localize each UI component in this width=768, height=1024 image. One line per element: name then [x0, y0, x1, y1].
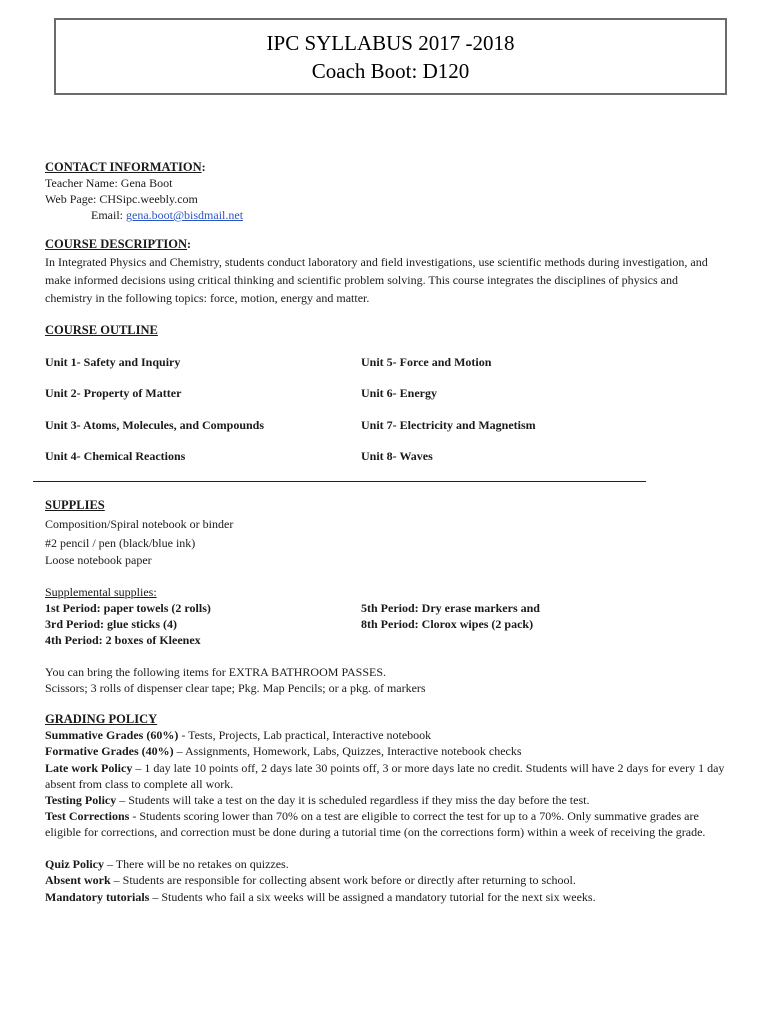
period-3-supply: 3rd Period: glue sticks (4) — [45, 617, 177, 631]
grading-item-text: – 1 day late 10 points off, 2 days late 30 points off, 3 or more days late no credit. Students will have 2 days for every 1 day absent from class to complete all work. — [45, 761, 725, 791]
extra-passes-line: You can bring the following items for EXTRA BATHROOM PASSES. — [45, 665, 387, 679]
grading-item — [45, 743, 735, 759]
page-title: IPC SYLLABUS 2017 -2018 — [266, 31, 515, 55]
grading-item-text: – Students who fail a six weeks will be assigned a mandatory tutorial for the next six weeks. — [149, 890, 596, 904]
grading-item — [45, 808, 735, 840]
supply-item: Loose notebook paper — [45, 553, 152, 567]
description-heading: COURSE DESCRIPTION — [45, 237, 188, 251]
grading-item — [45, 792, 735, 808]
grading-item — [45, 760, 735, 792]
email-label: Email: — [91, 208, 126, 222]
grading-item-label: Quiz Policy — [45, 857, 104, 871]
description-heading-colon: : — [187, 237, 192, 251]
unit-3: Unit 3- Atoms, Molecules, and Compounds — [45, 418, 265, 432]
supplemental-heading: Supplemental supplies: — [45, 585, 157, 599]
grading-item-label: Absent work — [45, 873, 111, 887]
grading-item-text: – Students are responsible for collecting absent work before or directly after returning to school. — [110, 873, 576, 887]
description-heading-row — [45, 236, 191, 252]
period-1-supply: 1st Period: paper towels (2 rolls) — [45, 601, 211, 615]
unit-6: Unit 6- Energy — [361, 386, 437, 400]
grading-item-label: Formative Grades (40%) — [45, 744, 174, 758]
grading-item — [45, 889, 735, 905]
supplies-heading-row — [45, 497, 105, 513]
contact-heading-colon: : — [201, 160, 206, 174]
grading-item-text: – Assignments, Homework, Labs, Quizzes, Interactive notebook checks — [173, 744, 522, 758]
grading-item-label: Summative Grades (60%) — [45, 728, 179, 742]
grading-item-label: Test Corrections — [45, 809, 130, 823]
title-box — [54, 18, 727, 95]
grading-item-text: – Students will take a test on the day it is scheduled regardless if they miss the day before the test. — [116, 793, 590, 807]
section-divider — [33, 481, 646, 482]
email-link[interactable]: gena.boot@bisdmail.net — [126, 208, 244, 222]
grading-item — [45, 727, 735, 743]
outline-heading-row — [45, 322, 158, 338]
contact-heading-row — [45, 159, 206, 175]
grading-item-text: - Students scoring lower than 70% on a test are eligible to correct the test for up to a 70%. Only summative grades are eligible for corrections, and correction must be done during a tutorial time (on the corrections form) within a week of receiving the grade. — [45, 809, 706, 839]
period-8-supply: 8th Period: Clorox wipes (2 pack) — [361, 617, 534, 631]
grading-item-text: – There will be no retakes on quizzes. — [104, 857, 289, 871]
supply-item: Composition/Spiral notebook or binder — [45, 517, 234, 531]
email-row — [91, 207, 243, 223]
unit-1: Unit 1- Safety and Inquiry — [45, 355, 181, 369]
web-page: Web Page: CHSipc.weebly.com — [45, 192, 198, 206]
grading-item — [45, 872, 735, 888]
supply-item: #2 pencil / pen (black/blue ink) — [45, 536, 196, 550]
unit-7: Unit 7- Electricity and Magnetism — [361, 418, 536, 432]
grading-item-label: Testing Policy — [45, 793, 117, 807]
description-text: In Integrated Physics and Chemistry, students conduct laboratory and field investigations, use scientific methods during investigation, and make informed decisions using critical thinking and scientific problem solving. This course integrates the disciplines of physics and chemistry in the following topics: force, motion, energy and matter. — [45, 255, 708, 305]
grading-item-label: Mandatory tutorials — [45, 890, 150, 904]
unit-5: Unit 5- Force and Motion — [361, 355, 492, 369]
period-4-supply: 4th Period: 2 boxes of Kleenex — [45, 633, 201, 647]
extra-items-line: Scissors; 3 rolls of dispenser clear tape; Pkg. Map Pencils; or a pkg. of markers — [45, 681, 426, 695]
outline-heading: COURSE OUTLINE — [45, 323, 158, 337]
contact-heading: CONTACT INFORMATION — [45, 160, 202, 174]
grading-item-text: - Tests, Projects, Lab practical, Interactive notebook — [178, 728, 432, 742]
period-5-supply: 5th Period: Dry erase markers and — [361, 601, 540, 615]
page-subtitle: Coach Boot: D120 — [311, 59, 470, 83]
teacher-name: Teacher Name: Gena Boot — [45, 176, 173, 190]
grading-heading: GRADING POLICY — [45, 712, 158, 726]
grading-heading-row — [45, 711, 157, 727]
unit-4: Unit 4- Chemical Reactions — [45, 449, 186, 463]
supplies-heading: SUPPLIES — [45, 498, 105, 512]
unit-8: Unit 8- Waves — [361, 449, 433, 463]
unit-2: Unit 2- Property of Matter — [45, 386, 182, 400]
grading-item-label: Late work Policy — [45, 761, 133, 775]
grading-item — [45, 856, 735, 872]
